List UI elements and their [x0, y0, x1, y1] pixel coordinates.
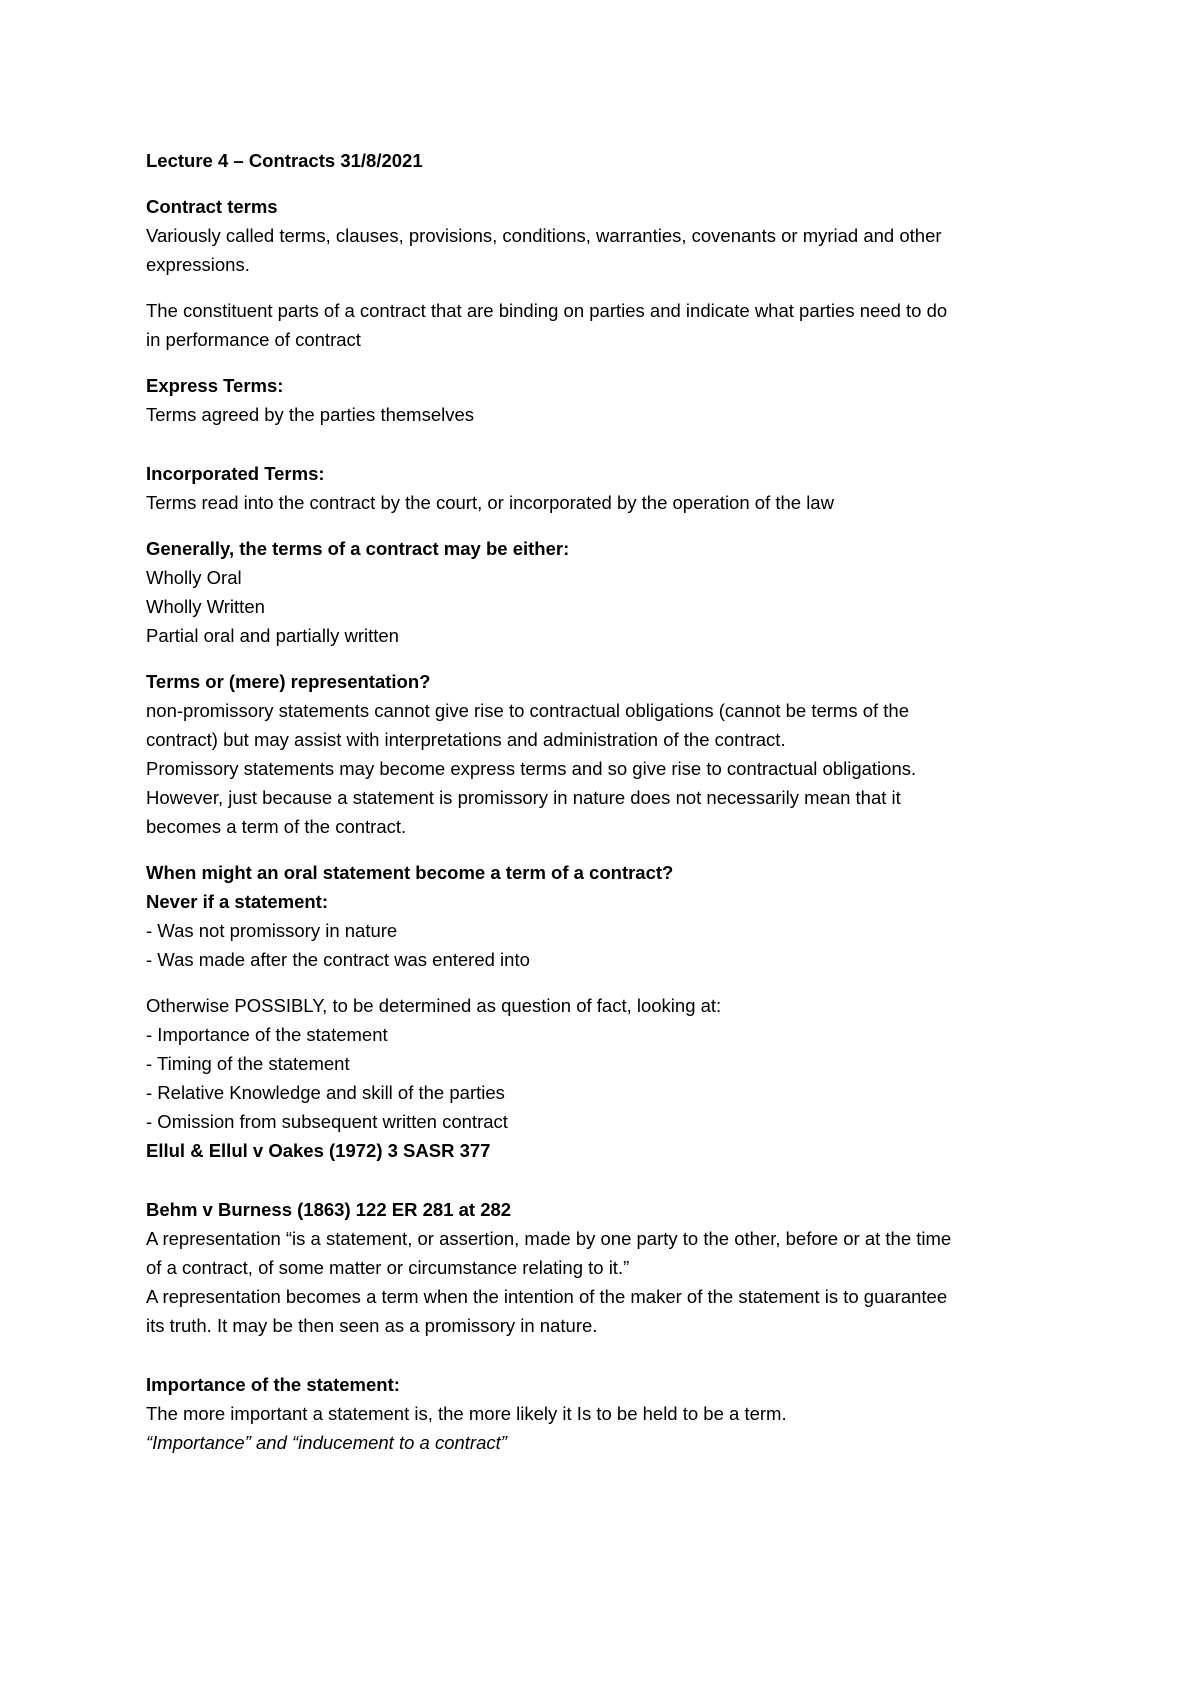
paragraph-line: A representation “is a statement, or assertion, made by one party to the other, before or at the time: [146, 1228, 952, 1249]
case-citation: Ellul & Ellul v Oakes (1972) 3 SASR 377: [146, 1140, 491, 1161]
section-heading-terms-or-representation: Terms or (mere) representation?: [146, 671, 431, 692]
paragraph-line: non-promissory statements cannot give rise to contractual obligations (cannot be terms of the: [146, 700, 909, 721]
paragraph-line: Promissory statements may become express terms and so give rise to contractual obligations.: [146, 758, 917, 779]
paragraph-line: in performance of contract: [146, 329, 361, 350]
section-heading-incorporated-terms: Incorporated Terms:: [146, 463, 325, 484]
list-item: - Importance of the statement: [146, 1024, 388, 1045]
paragraph-line: The constituent parts of a contract that are binding on parties and indicate what parties need to do: [146, 300, 948, 321]
section-heading-generally: Generally, the terms of a contract may be either:: [146, 538, 570, 559]
list-item: - Relative Knowledge and skill of the parties: [146, 1082, 505, 1103]
paragraph-line: expressions.: [146, 254, 250, 275]
paragraph-line: its truth. It may be then seen as a promissory in nature.: [146, 1315, 598, 1336]
list-item: Partial oral and partially written: [146, 625, 399, 646]
list-item: Wholly Written: [146, 596, 265, 617]
document-title: Lecture 4 – Contracts 31/8/2021: [146, 150, 423, 171]
paragraph-line: However, just because a statement is promissory in nature does not necessarily mean that it: [146, 787, 901, 808]
italic-quote-line: “Importance” and “inducement to a contract”: [146, 1432, 507, 1453]
section-subheading-never: Never if a statement:: [146, 891, 328, 912]
list-item: - Omission from subsequent written contract: [146, 1111, 508, 1132]
section-heading-contract-terms: Contract terms: [146, 196, 278, 217]
paragraph-line: becomes a term of the contract.: [146, 816, 407, 837]
paragraph-line: A representation becomes a term when the intention of the maker of the statement is to guarantee: [146, 1286, 948, 1307]
paragraph-line: Variously called terms, clauses, provisions, conditions, warranties, covenants or myriad and other: [146, 225, 942, 246]
paragraph-line: of a contract, of some matter or circumstance relating to it.”: [146, 1257, 630, 1278]
list-item: - Was not promissory in nature: [146, 920, 398, 941]
list-item: Wholly Oral: [146, 567, 242, 588]
paragraph-line: Terms agreed by the parties themselves: [146, 404, 475, 425]
document-body: [146, 146, 1076, 1457]
paragraph-line: Terms read into the contract by the court, or incorporated by the operation of the law: [146, 492, 834, 513]
paragraph-line: Otherwise POSSIBLY, to be determined as question of fact, looking at:: [146, 995, 722, 1016]
section-heading-express-terms: Express Terms:: [146, 375, 284, 396]
section-heading-importance: Importance of the statement:: [146, 1374, 400, 1395]
paragraph-line: contract) but may assist with interpretations and administration of the contract.: [146, 729, 786, 750]
list-item: - Was made after the contract was entered into: [146, 949, 530, 970]
list-item: - Timing of the statement: [146, 1053, 350, 1074]
section-heading-oral-statement: When might an oral statement become a term of a contract?: [146, 862, 674, 883]
paragraph-line: The more important a statement is, the more likely it Is to be held to be a term.: [146, 1403, 787, 1424]
section-heading-behm-v-burness: Behm v Burness (1863) 122 ER 281 at 282: [146, 1199, 512, 1220]
